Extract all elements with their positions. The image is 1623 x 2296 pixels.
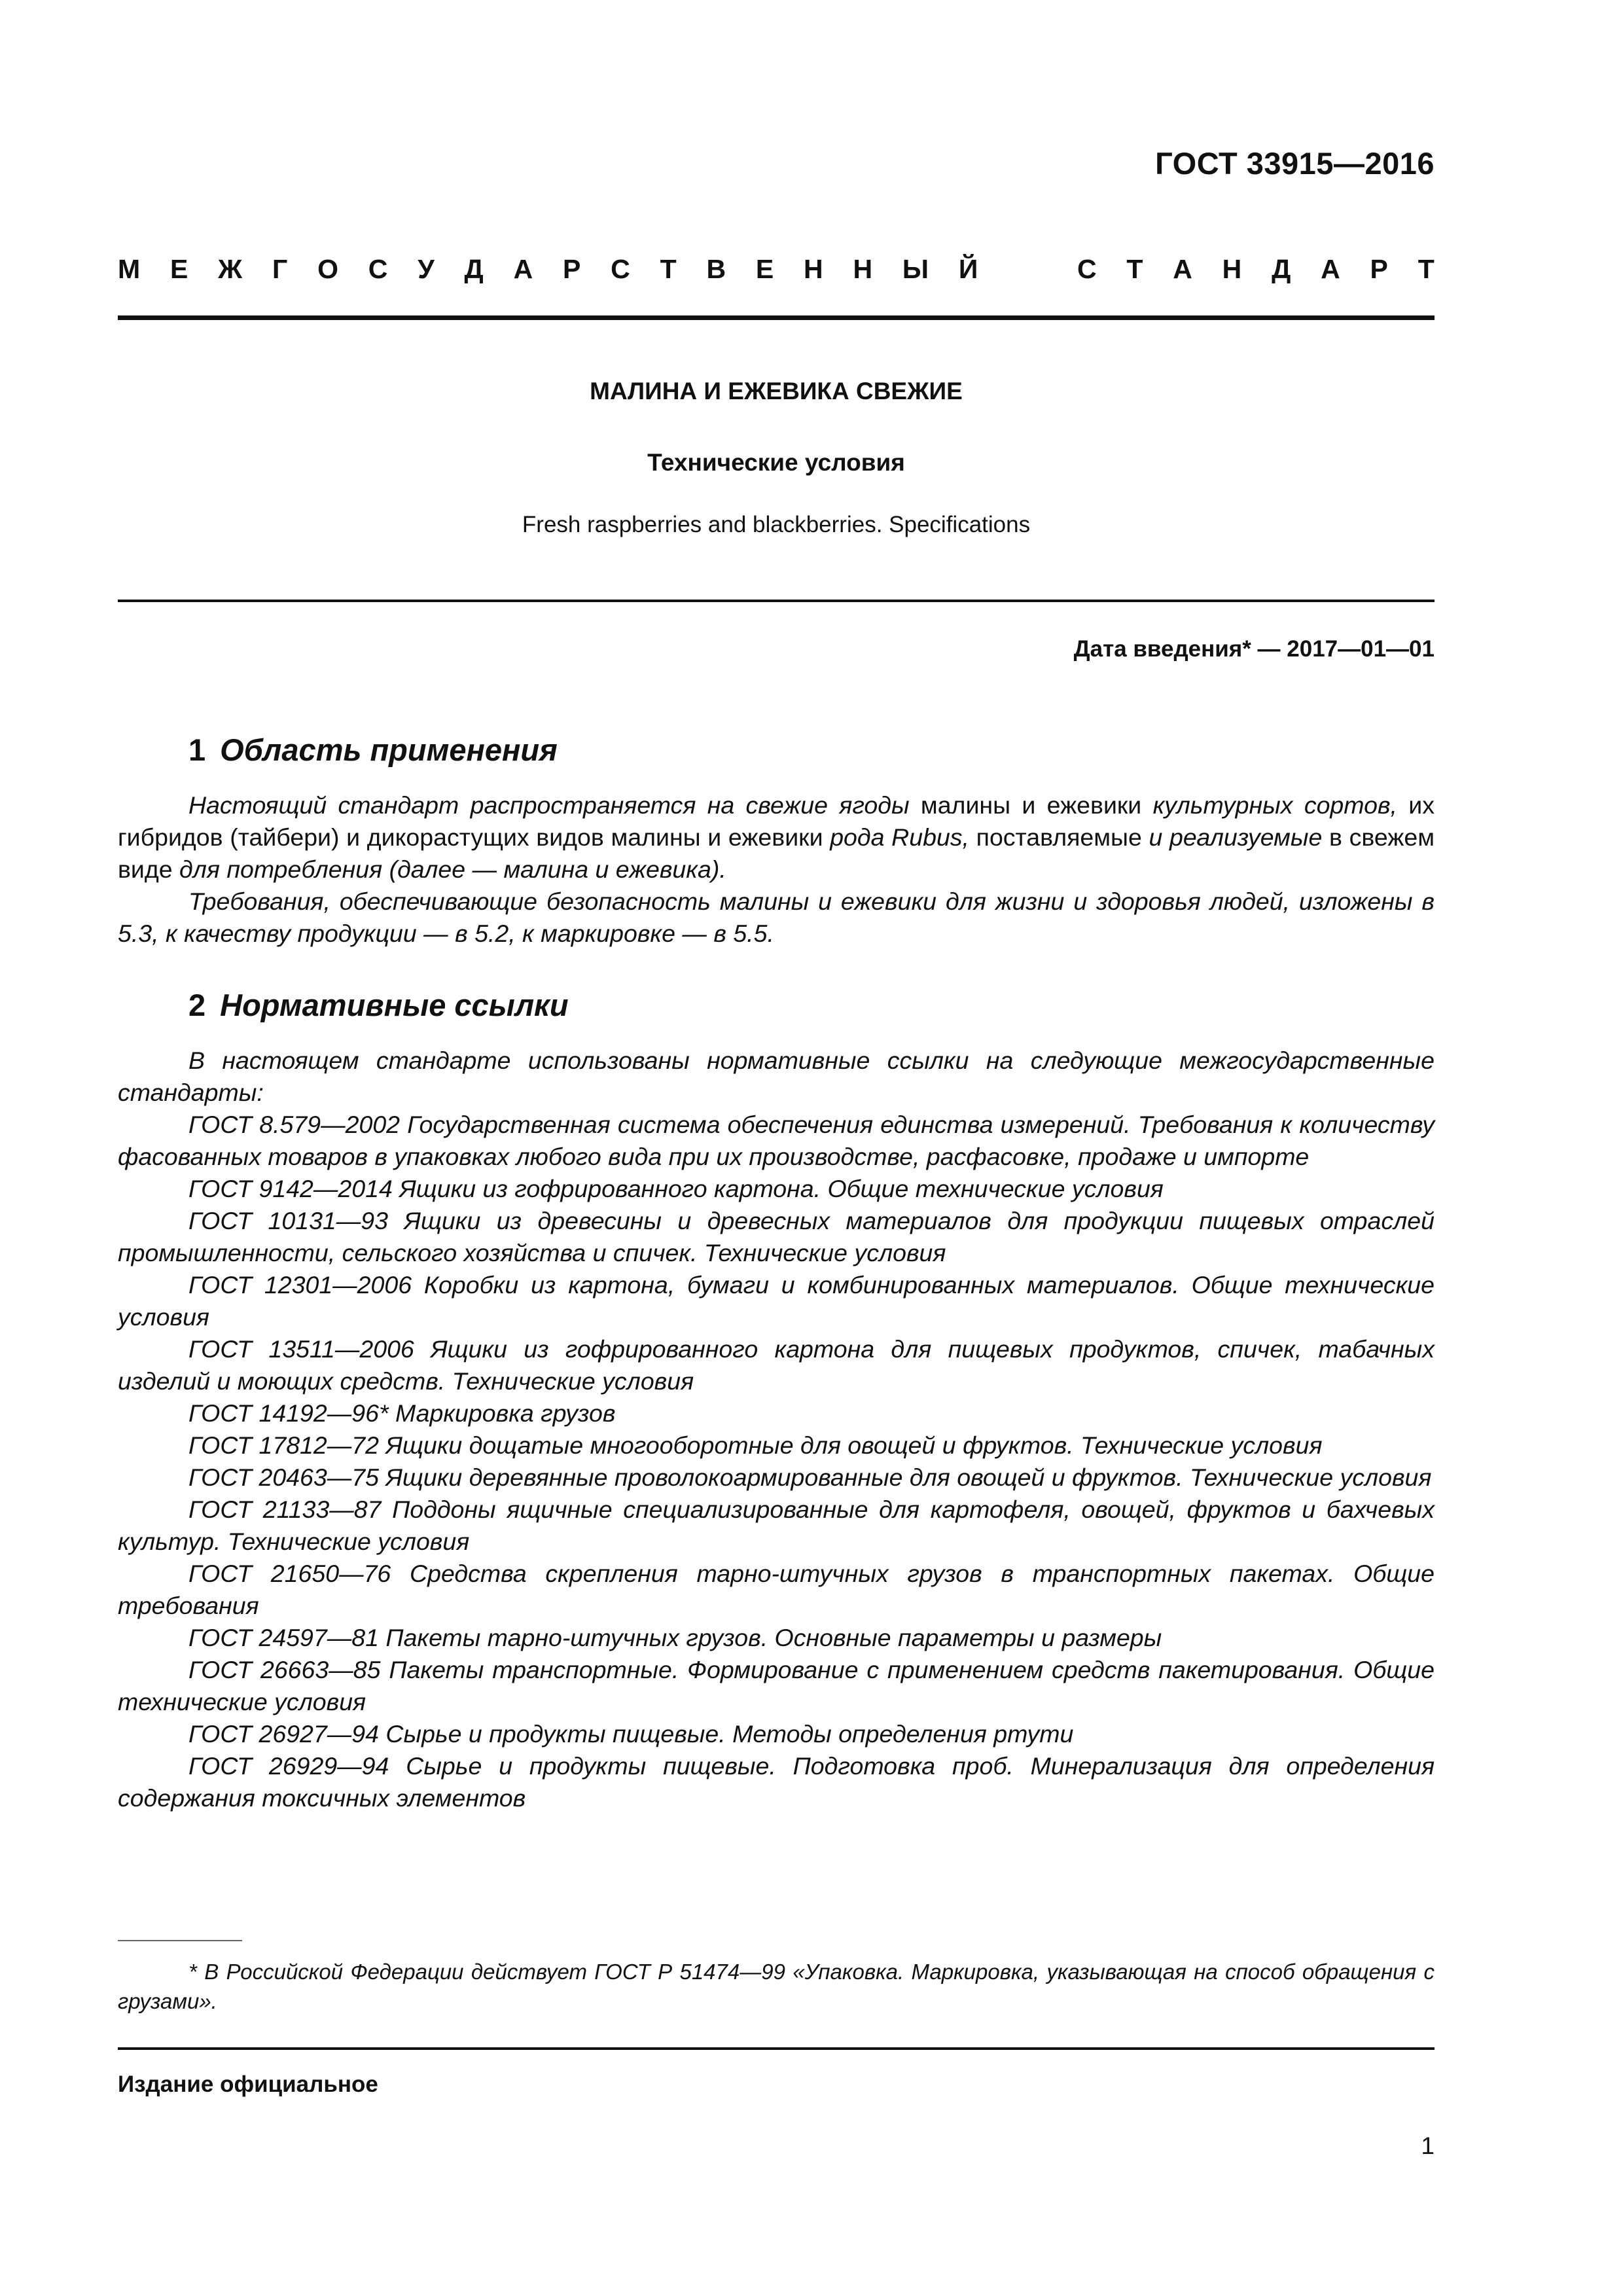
- footnote-separator: [118, 1940, 242, 1941]
- document-subtitle: Технические условия: [647, 449, 905, 476]
- reference-item: ГОСТ 26929—94 Сырье и продукты пищевые. Подготовка проб. Минерализация для определения содержания токсичных элементов: [118, 1752, 1435, 1812]
- standard-type-letter: Е: [755, 254, 774, 284]
- reference-item: ГОСТ 8.579—2002 Государственная система обеспечения единства измерений. Требования к количеству фасованных товаров в упаковках любого вида при их производстве, расфасовке, продаже и импорте: [118, 1111, 1435, 1170]
- scope-text-part: культурных сортов,: [1152, 791, 1397, 819]
- standard-type-letter: С: [611, 254, 630, 284]
- section-1-number: 1: [188, 732, 206, 767]
- standard-type-letter: Ы: [902, 254, 929, 284]
- standard-type-heading: [118, 254, 1435, 285]
- section-2-title: Нормативные ссылки: [220, 988, 569, 1022]
- reference-item: ГОСТ 24597—81 Пакеты тарно-штучных грузов. Основные параметры и размеры: [188, 1624, 1162, 1651]
- scope-text-part: и реализуемые: [1149, 823, 1323, 851]
- scope-text-part: рода Rubus,: [830, 823, 969, 851]
- title-rule: [118, 600, 1435, 602]
- standard-type-letter: Н: [804, 254, 823, 284]
- reference-item: ГОСТ 20463—75 Ящики деревянные проволокоармированные для овощей и фруктов. Технические условия: [188, 1463, 1432, 1491]
- scope-paragraph: [118, 789, 1435, 886]
- reference-item: ГОСТ 26927—94 Сырье и продукты пищевые. Методы определения ртути: [188, 1720, 1074, 1748]
- footnote: * В Российской Федерации действует ГОСТ Р 51474—99 «Упаковка. Маркировка, указывающая на способ обращения с грузами».: [118, 1960, 1435, 2013]
- edition-label: Издание официальное: [118, 2072, 378, 2097]
- scope-text-part: для потребления (далее — малина и ежевика).: [179, 855, 726, 883]
- page-number: 1: [1421, 2132, 1435, 2159]
- scope-text-part: Настоящий стандарт распространяется на свежие ягоды: [188, 791, 910, 819]
- scope-text-part: в свежем виде: [118, 823, 1435, 883]
- reference-item: ГОСТ 26663—85 Пакеты транспортные. Формирование с применением средств пакетирования. Общие технические условия: [118, 1656, 1435, 1715]
- standard-type-letter: Т: [660, 254, 677, 284]
- standard-type-letter: Г: [272, 254, 288, 284]
- scope-text-part: поставляемые: [969, 823, 1149, 851]
- section-2-number: 2: [188, 988, 206, 1022]
- reference-item: ГОСТ 14192—96* Маркировка грузов: [188, 1399, 616, 1427]
- section-2-heading: [188, 987, 569, 1023]
- reference-item: ГОСТ 21650—76 Средства скрепления тарно-штучных грузов в транспортных пакетах. Общие требования: [118, 1560, 1435, 1619]
- standard-type-letter: Т: [1126, 254, 1143, 284]
- english-title: Fresh raspberries and blackberries. Specifications: [522, 512, 1031, 537]
- introduction-date: Дата введения* — 2017—01—01: [1073, 636, 1435, 662]
- reference-item: ГОСТ 21133—87 Поддоны ящичные специализированные для картофеля, овощей, фруктов и бахчевых культур. Технические условия: [118, 1496, 1435, 1555]
- reference-item: ГОСТ 13511—2006 Ящики из гофрированного картона для пищевых продуктов, спичек, табачных изделий и моющих средств. Технические условия: [118, 1335, 1435, 1395]
- standard-type-letter: Т: [1418, 254, 1435, 284]
- footer-rule: [118, 2047, 1435, 2050]
- standard-type-letter: А: [1321, 254, 1340, 284]
- normative-references-list: [118, 1045, 1435, 1814]
- standard-type-letter: С: [368, 254, 388, 284]
- document-number: ГОСТ 33915—2016: [1155, 146, 1435, 181]
- standard-type-letter: Д: [1272, 254, 1291, 284]
- standard-type-letter: А: [513, 254, 533, 284]
- header-rule: [118, 315, 1435, 320]
- reference-item: ГОСТ 12301—2006 Коробки из картона, бумаги и комбинированных материалов. Общие технические условия: [118, 1271, 1435, 1331]
- standard-type-letter: А: [1173, 254, 1192, 284]
- standard-type-letter: Н: [1222, 254, 1242, 284]
- standard-type-letter: В: [706, 254, 726, 284]
- standard-type-letter: С: [1077, 254, 1097, 284]
- scope-text-part: их гибридов (тайбери) и дикорастущих видов малины и ежевики: [118, 791, 1435, 851]
- standard-type-letter: Р: [1370, 254, 1388, 284]
- scope-text-part: малины и ежевики: [909, 791, 1153, 819]
- standard-type-letter: Е: [169, 254, 188, 284]
- references-intro: В настоящем стандарте использованы нормативные ссылки на следующие межгосударственные стандарты:: [118, 1047, 1435, 1106]
- reference-item: ГОСТ 10131—93 Ящики из древесины и древесных материалов для продукции пищевых отраслей промышленности, сельского хозяйства и спичек. Технические условия: [118, 1207, 1435, 1266]
- standard-type-letter: Р: [563, 254, 581, 284]
- reference-item: ГОСТ 9142—2014 Ящики из гофрированного картона. Общие технические условия: [188, 1175, 1164, 1202]
- section-1-body: [118, 789, 1435, 950]
- requirements-paragraph: Требования, обеспечивающие безопасность малины и ежевики для жизни и здоровья людей, изложены в 5.3, к качеству продукции — в 5.2, к маркировке — в 5.5.: [118, 888, 1435, 947]
- standard-type-letter: Ж: [218, 254, 243, 284]
- standard-type-letter: Н: [853, 254, 873, 284]
- standard-type-letter: У: [418, 254, 435, 284]
- section-1-title: Область применения: [220, 732, 558, 767]
- reference-item: ГОСТ 17812—72 Ящики дощатые многооборотные для овощей и фруктов. Технические условия: [188, 1431, 1323, 1459]
- standard-type-letter: О: [317, 254, 338, 284]
- document-title: МАЛИНА И ЕЖЕВИКА СВЕЖИЕ: [590, 378, 963, 404]
- standard-type-letter: М: [118, 254, 141, 284]
- section-1-heading: [188, 732, 558, 768]
- standard-type-letter: Й: [958, 254, 978, 284]
- standard-type-letter: Д: [464, 254, 484, 284]
